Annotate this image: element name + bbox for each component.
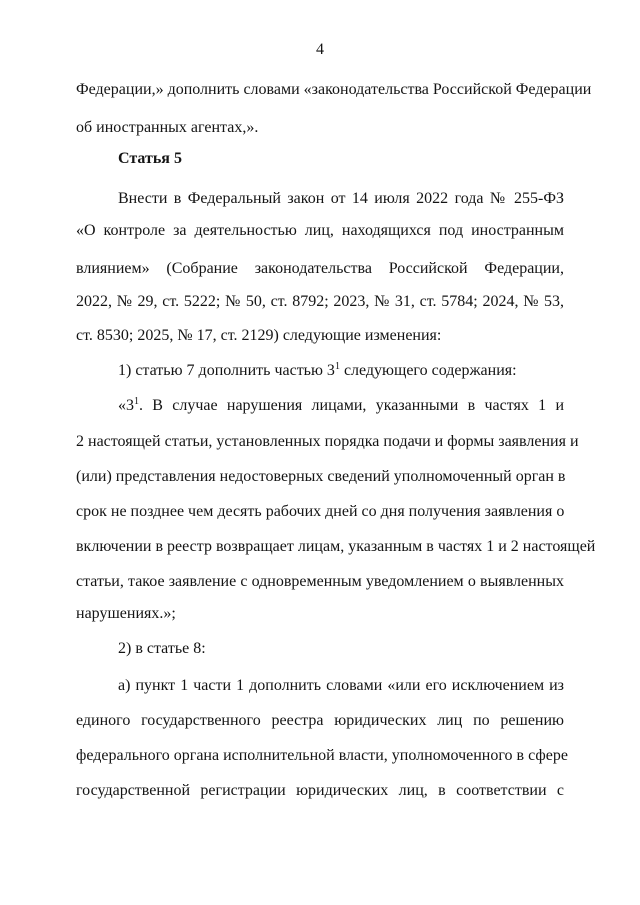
text-line: срок не позднее чем десять рабочих дней со дня получения заявления о (76, 503, 565, 520)
text-line: Внести в Федеральный закон от 14 июля 2022 года № 255-ФЗ (118, 190, 564, 207)
superscript: 1 (134, 396, 139, 407)
text-line: государственной регистрации юридических лиц, в соответствии с (76, 782, 564, 799)
text-line: статьи, такое заявление с одновременным уведомлением о выявленных (76, 573, 564, 590)
text-line: включении в реестр возвращает лицам, указанным в частях 1 и 2 настоящей (76, 538, 596, 555)
line-text: «3 (118, 397, 134, 414)
text-line: 2) в статье 8: (118, 640, 206, 657)
text-line: 2022, № 29, ст. 5222; № 50, ст. 8792; 2023, № 31, ст. 5784; 2024, № 53, (76, 293, 564, 310)
superscript: 1 (334, 361, 340, 372)
text-line: об иностранных агентах,». (76, 119, 259, 136)
text-line: влиянием» (Собрание законодательства Российской Федерации, (76, 260, 564, 277)
text-line: единого государственного реестра юридических лиц по решению (76, 712, 564, 729)
line-text: следующего содержания: (339, 362, 517, 379)
text-line: ст. 8530; 2025, № 17, ст. 2129) следующие изменения: (76, 327, 442, 344)
text-line: нарушениях.»; (76, 605, 176, 622)
text-line: а) пункт 1 части 1 дополнить словами «или его исключением из (118, 677, 564, 694)
text-line: 2 настоящей статьи, установленных порядка подачи и формы заявления и (76, 433, 579, 450)
text-line-superscript (118, 396, 564, 416)
text-line-superscript (118, 361, 564, 381)
line-text: 1) статью 7 дополнить частью 3 (118, 362, 335, 379)
article-heading: Статья 5 (118, 150, 182, 167)
text-line: федерального органа исполнительной власти, уполномоченного в сфере (76, 747, 568, 764)
text-line: Федерации,» дополнить словами «законодательства Российской Федерации (76, 81, 592, 98)
text-line: «О контроле за деятельностью лиц, находящихся под иностранным (76, 222, 564, 239)
line-text: . В случае нарушения лицами, указанными в частях 1 и (139, 397, 564, 414)
page-number: 4 (316, 41, 324, 58)
text-line: (или) представления недостоверных сведений уполномоченный орган в (76, 468, 566, 485)
